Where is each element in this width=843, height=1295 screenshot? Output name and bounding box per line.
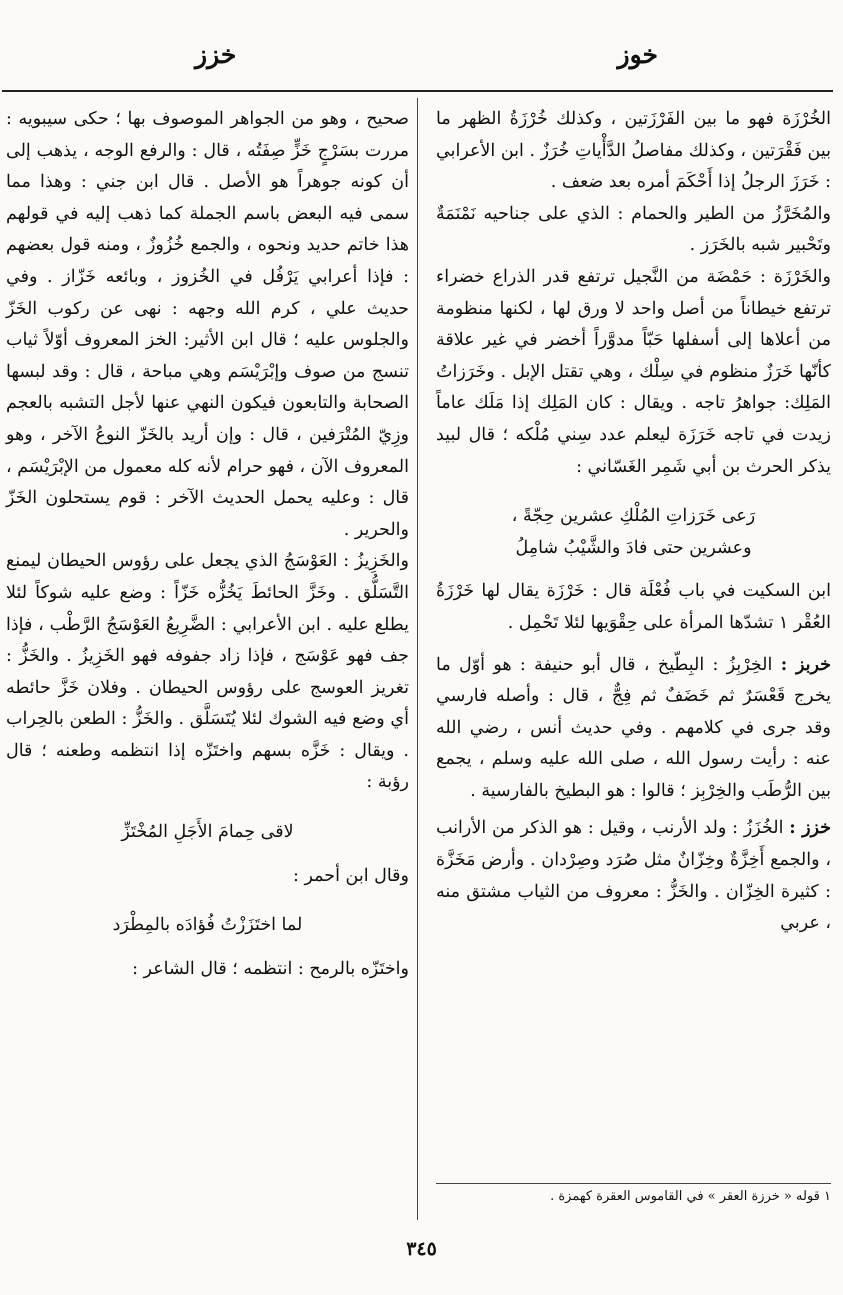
right-para-3: والخَرْزَة : حَمْضَة من النَّجيل ترتفع قدر الذراع خضراء ترتفع خيطاناً من أصل واحد لا ورق لها ، لكنها منظومة من أعلاها إلى أسفلها حَبّاً مدوَّراً أخضر في غير علاقة كأنّها خَرَزٌ منظوم في سِلْك ، وهي تقتل الإبل . وخَرَزاتُ المَلِك: جواهرُ تاجه . ويقال : كان المَلِك إذا مَلَك عاماً زيدت في تاجه خَرَزَة ليعلم عدد سِني مُلْكه ؛ قال لبيد يذكر الحرث بن أبي شَمِر الغَسّاني : bbox=[436, 266, 831, 477]
entry-kharbaz-text: الخِرْبِزُ : البِطّيخ ، قال أبو حنيفة : هو أوّل ما يخرج قَعْسَرٌ ثم خَضَفٌ ثم فِجٌّ ، قال : وأصله فارسي وقد جرى في كلامهم . وفي حديث أنس ، رضي الله عنه : رأيت رسول الله ، صلى الله عليه وسلم ، يجمع بين الرُّطَب والخِرْبِز ؛ قالوا : هو البطيخ بالفارسية . bbox=[436, 654, 831, 801]
right-para-4: ابن السكيت في باب فُعْلَة قال : خَرْزَة يقال لها خَرْزَةُ العُقْر ١ تشدّها المرأة على حِقْوَيها لئلا تَحْمِل . bbox=[436, 581, 831, 633]
entry-khazaz bbox=[436, 813, 831, 939]
left-column bbox=[6, 104, 409, 985]
verse-ruba: لاقى حِمامَ الأَجَلِ المُخْتَزِّ bbox=[121, 822, 294, 843]
header-left-title: خزز bbox=[195, 40, 237, 69]
entry-khazaz-head: خزز : bbox=[789, 818, 831, 839]
entry-kharbaz bbox=[436, 650, 831, 808]
header-rule bbox=[2, 90, 833, 92]
right-para-2: والمُخَرَّزُ من الطير والحمام : الذي على جناحيه نَمْنَمَةٌ وتَحْبير شبه بالخَرَز . bbox=[436, 203, 831, 256]
verse-line-2: وعشرين حتى فادَ والشَّيْبُ شامِلُ bbox=[515, 537, 752, 558]
verse-lines bbox=[436, 501, 831, 564]
left-para-1: صحيح ، وهو من الجواهر الموصوف بها ؛ حكى سيبويه : مررت بسَرْجٍ خَزٍّ صِفَتُه ، قال : والرفع الوجه ، يذهب إلى أن كونه جوهراً هو الأصل . قال ابن جني : وهذا مما سمى فيه البعض باسم الجملة كما ذهب إليه في قولهم هذا خاتم حديد ونحوه ، والجمع خُزُوزٌ ، ومنه قول بعضهم : فإذا أعرابي يَرْفُل في الخُزوز ، وبائعه خَزّاز . وفي حديث علي ، كرم الله وجهه : نهى عن ركوب الخَزّ والجلوس عليه ؛ قال ابن الأثير: الخز المعروف أوّلاً ثياب تنسج من صوف وإبْرَيْسَم وهي مباحة ، قال : وقد لبسها الصحابة والتابعون فيكون النهي عنها لأجل التشبه بالعجم وزِيّ المُتْرَفين ، قال : وإن أريد بالخَزّ النوعُ الآخر ، وهو المعروف الآن ، فهو حرام لأنه كله معمول من الإبْرَيْسَم ، قال : وعليه يحمل الحديث الآخر : قوم يستحلون الخَزّ والحرير . bbox=[6, 109, 409, 540]
verse-line-1: رَعى خَرَزاتِ المُلْكِ عشرين حِجّةً ، bbox=[511, 506, 756, 527]
footnote-rule bbox=[436, 1183, 831, 1184]
footnote: ١ قوله « خرزة العقر » في القاموس العقرة كهمزة . bbox=[550, 1189, 831, 1204]
page-number: ٣٤٥ bbox=[406, 1238, 437, 1260]
entry-khazaz-text: الخُزَزُ : ولد الأرنب ، وقيل : هو الذكر من الأرانب ، والجمع أَخِزَّةٌ وخِزّانٌ مثل صُرَد وصِرْدان . وأرض مَخَزَّة : كثيرة الخِزّان . والخَزُّ : معروف من الثياب مشتق منه ، عربي bbox=[436, 818, 831, 934]
entry-kharbaz-head: خربز : bbox=[780, 654, 831, 675]
right-column bbox=[436, 104, 831, 940]
left-para-3: وقال ابن أحمر : bbox=[293, 865, 409, 886]
header-right-title: خوز bbox=[617, 40, 658, 69]
right-para-1: الخُرْزَة فهو ما بين الفَرْزَتين ، وكذلك خُرْزَةُ الظهر ما بين فَقْرَتين ، وكذلك مفاصلُ الدَّأْياتِ خُرَزٌ . ابن الأعرابي : خَرَزَ الرجلُ إذا أَحْكَمَ أمره بعد ضعف . bbox=[436, 109, 831, 193]
verse-ibn-ahmar: لما اختَزَزْتُ فُؤادَه بالمِطْرَد bbox=[112, 915, 303, 936]
left-para-2: والخَزِيزُ : العَوْسَجُ الذي يجعل على رؤوس الحيطان ليمنع التَّسَلُّق . وخَزَّ الحائطَ يَخُزُّه خَزّاً : وضع عليه شوكاً لئلا يطلع عليه . ابن الأعرابي : الضَّرِيعُ العَوْسَجُ الرَّطْب ، فإذا جف فهو عَوْسَج ، فإذا زاد جفوفه فهو الخَزِيزُ . والخَزُّ : تغريز العوسج على رؤوس الحيطان . وفلان خَزَّ حائطه أي وضع فيه الشوك لئلا يُتَسَلَّق . والخَزُّ : الطعن بالحِراب . ويقال : خَزَّه بسهم واختَزّه إذا انتظمه وطعنه ؛ قال رؤبة : bbox=[6, 551, 409, 793]
column-divider bbox=[417, 98, 418, 1220]
left-para-4: واختَزّه بالرمح : انتظمه ؛ قال الشاعر : bbox=[132, 958, 409, 979]
